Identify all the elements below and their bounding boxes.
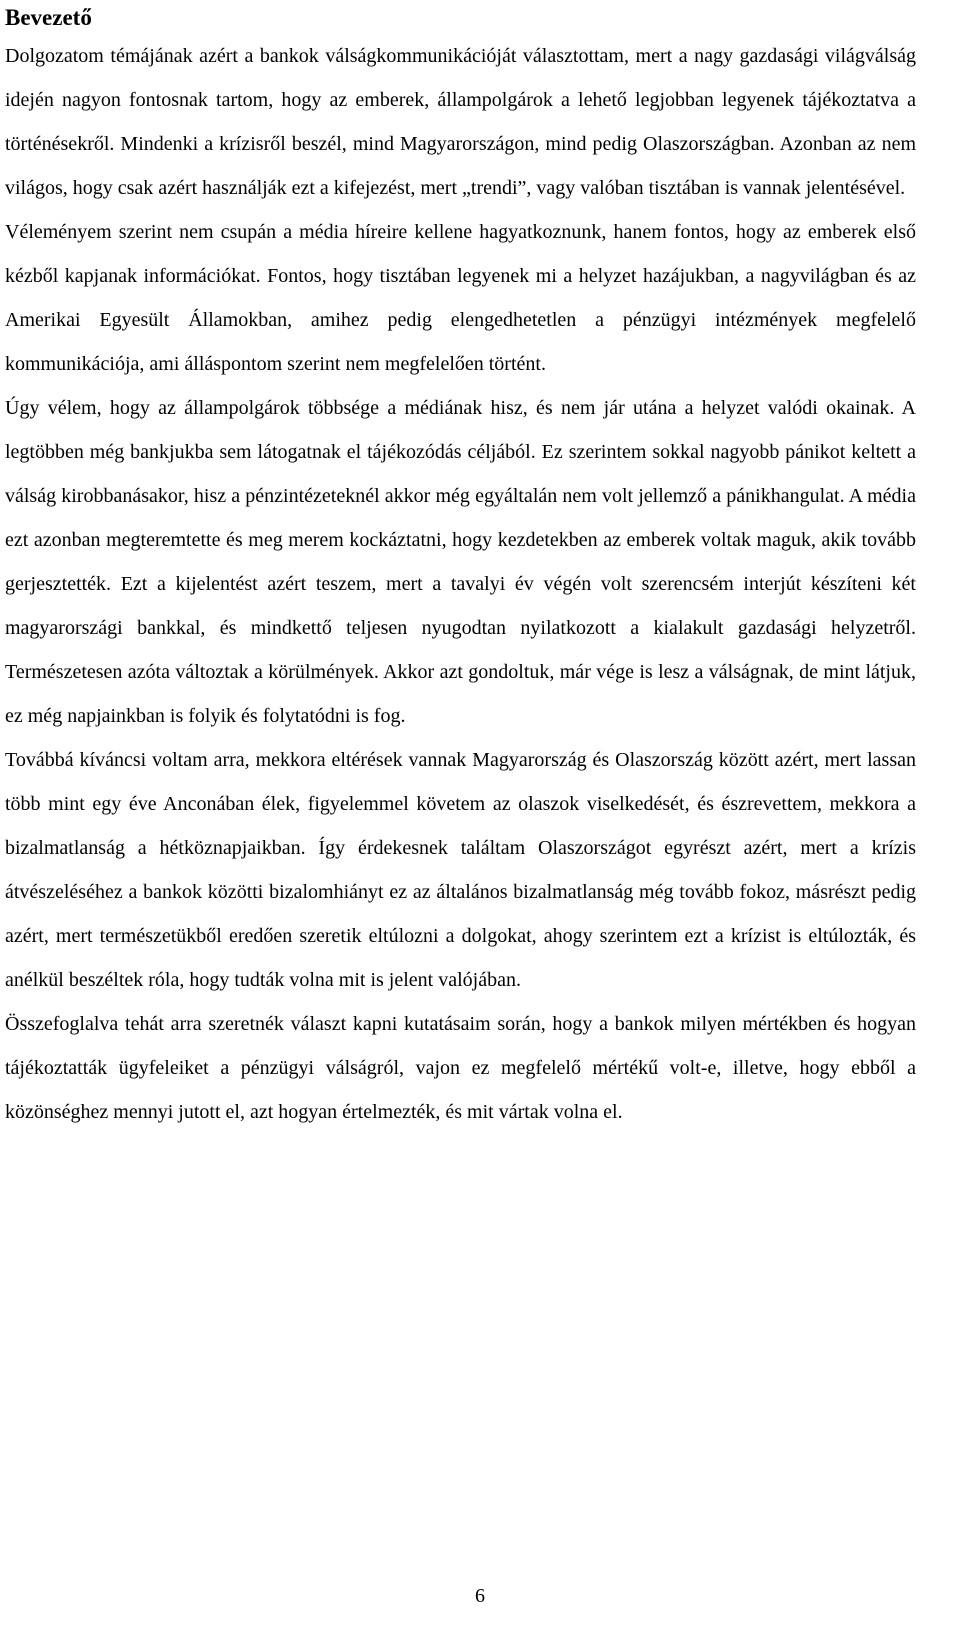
paragraph-5: Összefoglalva tehát arra szeretnék választ kapni kutatásaim során, hogy a bankok milyen mértékben és hogyan tájékoztatták ügyfeleiket a pénzügyi válságról, vajon ez megfelelő mértékű volt-e, illetve, hogy ebből a közönséghez mennyi jutott el, azt hogyan értelmezték, és mit vártak volna el. xyxy=(5,1013,916,1123)
paragraph-3: Úgy vélem, hogy az állampolgárok többsége a médiának hisz, és nem jár utána a helyzet valódi okainak. A legtöbben még bankjukba sem látogatnak el tájékozódás céljából. Ez szerintem sokkal nagyobb pánikot keltett a válság kirobbanásakor, hisz a pénzintézeteknél akkor még egyáltalán nem volt jellemző a pánikhangulat. A média ezt azonban megteremtette és meg merem kockáztatni, hogy kezdetekben az emberek voltak maguk, akik tovább gerjesztették. Ezt a kijelentést azért teszem, mert a tavalyi év végén volt szerencsém interjút készíteni két magyarországi bankkal, és mindkettő teljesen nyugodtan nyilatkozott a kialakult gazdasági helyzetről. Természetesen azóta változtak a körülmények. Akkor azt gondoltuk, már vége is lesz a válságnak, de mint látjuk, ez még napjainkban is folyik és folytatódni is fog. xyxy=(5,397,916,727)
document-page xyxy=(5,0,916,1134)
paragraph-1: Dolgozatom témájának azért a bankok válságkommunikációját választottam, mert a nagy gazdasági világválság idején nagyon fontosnak tartom, hogy az emberek, állampolgárok a lehető legjobban legyenek tájékoztatva a történésekről. Mindenki a krízisről beszél, mind Magyarországon, mind pedig Olaszországban. Azonban az nem világos, hogy csak azért használják ezt a kifejezést, mert „trendi”, vagy valóban tisztában is vannak jelentésével. xyxy=(5,45,916,199)
paragraph-4: Továbbá kíváncsi voltam arra, mekkora eltérések vannak Magyarország és Olaszország között azért, mert lassan több mint egy éve Anconában élek, figyelemmel követem az olaszok viselkedését, és észrevettem, mekkora a bizalmatlanság a hétköznapjaikban. Így érdekesnek találtam Olaszországot egyrészt azért, mert a krízis átvészeléséhez a bankok közötti bizalomhiányt ez az általános bizalmatlanság még tovább fokoz, másrészt pedig azért, mert természetükből eredően szeretik eltúlozni a dolgokat, ahogy szerintem ezt a krízist is eltúlozták, és anélkül beszéltek róla, hogy tudták volna mit is jelent valójában. xyxy=(5,749,916,991)
page-number: 6 xyxy=(475,1585,485,1607)
paragraph-2: Véleményem szerint nem csupán a média híreire kellene hagyatkoznunk, hanem fontos, hogy az emberek első kézből kapjanak információkat. Fontos, hogy tisztában legyenek mi a helyzet hazájukban, a nagyvilágban és az Amerikai Egyesült Államokban, amihez pedig elengedhetetlen a pénzügyi intézmények megfelelő kommunikációja, ami álláspontom szerint nem megfelelően történt. xyxy=(5,221,916,375)
section-heading: Bevezető xyxy=(5,5,92,30)
